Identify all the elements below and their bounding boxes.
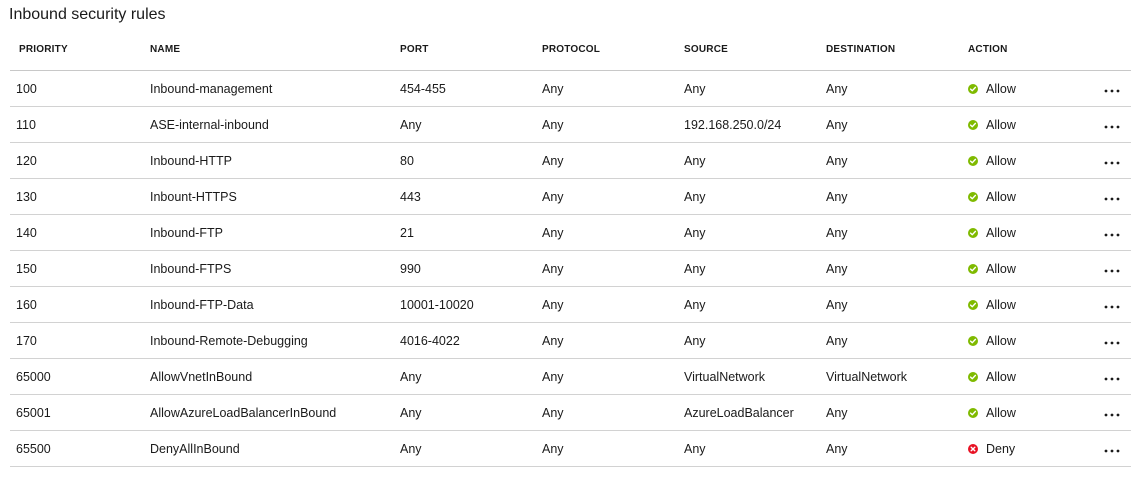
table-header-row bbox=[10, 36, 1131, 71]
table-row-170[interactable] bbox=[10, 323, 1131, 359]
cell-action bbox=[968, 179, 1016, 216]
cell-destination: Any bbox=[826, 262, 848, 276]
action-status bbox=[968, 431, 1015, 467]
check-circle-icon bbox=[968, 300, 978, 310]
cell-action bbox=[968, 287, 1016, 324]
action-status bbox=[968, 143, 1016, 179]
action-status bbox=[968, 251, 1016, 287]
cell-protocol: Any bbox=[542, 82, 564, 96]
cell-port: Any bbox=[400, 442, 422, 456]
cell-name: Inbound-management bbox=[150, 82, 273, 96]
cell-name: Inbound-FTP-Data bbox=[150, 298, 254, 312]
cell-priority: 110 bbox=[16, 118, 36, 132]
table-row-110[interactable] bbox=[10, 107, 1131, 143]
cell-protocol: Any bbox=[542, 154, 564, 168]
more-options-icon[interactable] bbox=[1102, 408, 1122, 422]
cell-source: Any bbox=[684, 262, 706, 276]
cell-protocol: Any bbox=[542, 406, 564, 420]
check-circle-icon bbox=[968, 120, 978, 130]
cell-priority: 140 bbox=[16, 226, 37, 240]
security-rules-table bbox=[10, 36, 1131, 467]
more-options-icon[interactable] bbox=[1102, 228, 1122, 242]
table-row-65500[interactable] bbox=[10, 431, 1131, 467]
table-row-160[interactable] bbox=[10, 287, 1131, 323]
column-header-priority[interactable]: PRIORITY bbox=[19, 44, 68, 55]
cell-priority: 65001 bbox=[16, 406, 51, 420]
cell-name: AllowVnetInBound bbox=[150, 370, 253, 384]
cell-name: AllowAzureLoadBalancerInBound bbox=[150, 406, 337, 420]
action-label: Allow bbox=[986, 226, 1016, 240]
cell-name: Inbound-HTTP bbox=[150, 154, 232, 168]
cell-destination: Any bbox=[826, 442, 848, 456]
check-circle-icon bbox=[968, 192, 978, 202]
table-row-130[interactable] bbox=[10, 179, 1131, 215]
more-options-icon[interactable] bbox=[1102, 300, 1122, 314]
cell-name: Inbound-FTPS bbox=[150, 262, 232, 276]
action-status bbox=[968, 215, 1016, 251]
check-circle-icon bbox=[968, 84, 978, 94]
cell-priority: 120 bbox=[16, 154, 37, 168]
more-options-icon[interactable] bbox=[1102, 156, 1122, 170]
x-circle-icon bbox=[968, 444, 978, 454]
cell-action bbox=[968, 143, 1016, 180]
cell-action bbox=[968, 323, 1016, 360]
cell-port: 80 bbox=[400, 154, 414, 168]
action-label: Allow bbox=[986, 298, 1016, 312]
cell-protocol: Any bbox=[542, 442, 564, 456]
cell-action bbox=[968, 251, 1016, 288]
column-header-name[interactable]: NAME bbox=[150, 44, 181, 55]
cell-port: 443 bbox=[400, 190, 421, 204]
column-header-source[interactable]: SOURCE bbox=[684, 44, 728, 55]
cell-source: VirtualNetwork bbox=[684, 370, 766, 384]
check-circle-icon bbox=[968, 408, 978, 418]
check-circle-icon bbox=[968, 264, 978, 274]
more-options-icon[interactable] bbox=[1102, 336, 1122, 350]
cell-destination: Any bbox=[826, 406, 848, 420]
action-status bbox=[968, 107, 1016, 143]
cell-priority: 65500 bbox=[16, 442, 51, 456]
action-status bbox=[968, 359, 1016, 395]
cell-source: Any bbox=[684, 298, 706, 312]
action-label: Allow bbox=[986, 82, 1016, 96]
check-circle-icon bbox=[968, 336, 978, 346]
cell-port: Any bbox=[400, 118, 422, 132]
cell-source: AzureLoadBalancer bbox=[684, 406, 794, 420]
cell-protocol: Any bbox=[542, 226, 564, 240]
cell-priority: 150 bbox=[16, 262, 37, 276]
action-status bbox=[968, 395, 1016, 431]
cell-destination: Any bbox=[826, 154, 848, 168]
cell-source: Any bbox=[684, 190, 706, 204]
table-row-140[interactable] bbox=[10, 215, 1131, 251]
column-header-protocol[interactable]: PROTOCOL bbox=[542, 44, 601, 55]
column-header-port[interactable]: PORT bbox=[400, 44, 429, 55]
more-options-icon[interactable] bbox=[1102, 120, 1122, 134]
cell-name: Inbound-Remote-Debugging bbox=[150, 334, 308, 348]
action-label: Allow bbox=[986, 334, 1016, 348]
column-header-destination[interactable]: DESTINATION bbox=[826, 44, 896, 55]
action-label: Deny bbox=[986, 442, 1016, 456]
cell-action bbox=[968, 71, 1016, 108]
cell-port: Any bbox=[400, 370, 422, 384]
cell-port: 4016-4022 bbox=[400, 334, 460, 348]
cell-source: Any bbox=[684, 226, 706, 240]
cell-port: 454-455 bbox=[400, 82, 446, 96]
check-circle-icon bbox=[968, 372, 978, 382]
cell-port: 21 bbox=[400, 226, 414, 240]
action-label: Allow bbox=[986, 154, 1016, 168]
cell-name: Inbount-HTTPS bbox=[150, 190, 237, 204]
action-status bbox=[968, 71, 1016, 107]
cell-protocol: Any bbox=[542, 298, 564, 312]
table-body bbox=[10, 71, 1131, 467]
action-status bbox=[968, 179, 1016, 215]
action-label: Allow bbox=[986, 118, 1016, 132]
cell-action bbox=[968, 215, 1016, 252]
cell-action bbox=[968, 395, 1016, 432]
cell-destination: Any bbox=[826, 82, 848, 96]
cell-priority: 170 bbox=[16, 334, 37, 348]
cell-priority: 65000 bbox=[16, 370, 51, 384]
table-row-65000[interactable] bbox=[10, 359, 1131, 395]
table-row-120[interactable] bbox=[10, 143, 1131, 179]
check-circle-icon bbox=[968, 228, 978, 238]
cell-protocol: Any bbox=[542, 190, 564, 204]
check-circle-icon bbox=[968, 156, 978, 166]
cell-name: DenyAllInBound bbox=[150, 442, 240, 456]
action-label: Allow bbox=[986, 370, 1016, 384]
cell-priority: 130 bbox=[16, 190, 37, 204]
action-label: Allow bbox=[986, 406, 1016, 420]
cell-port: Any bbox=[400, 406, 422, 420]
more-options-icon[interactable] bbox=[1102, 264, 1122, 278]
cell-port: 990 bbox=[400, 262, 421, 276]
cell-priority: 160 bbox=[16, 298, 37, 312]
cell-source: 192.168.250.0/24 bbox=[684, 118, 782, 132]
cell-destination: Any bbox=[826, 226, 848, 240]
more-options-icon[interactable] bbox=[1102, 444, 1122, 458]
more-options-icon[interactable] bbox=[1102, 372, 1122, 386]
cell-protocol: Any bbox=[542, 370, 564, 384]
cell-destination: VirtualNetwork bbox=[826, 370, 908, 384]
action-status bbox=[968, 323, 1016, 359]
cell-action bbox=[968, 431, 1015, 468]
cell-protocol: Any bbox=[542, 262, 564, 276]
cell-source: Any bbox=[684, 334, 706, 348]
action-label: Allow bbox=[986, 190, 1016, 204]
cell-source: Any bbox=[684, 442, 706, 456]
table-row-100[interactable] bbox=[10, 71, 1131, 107]
cell-destination: Any bbox=[826, 190, 848, 204]
cell-protocol: Any bbox=[542, 118, 564, 132]
column-header-action[interactable]: ACTION bbox=[968, 44, 1008, 55]
cell-action bbox=[968, 359, 1016, 396]
cell-port: 10001-10020 bbox=[400, 298, 474, 312]
cell-name: ASE-internal-inbound bbox=[150, 118, 269, 132]
cell-destination: Any bbox=[826, 334, 848, 348]
more-options-icon[interactable] bbox=[1102, 192, 1122, 206]
cell-source: Any bbox=[684, 82, 706, 96]
action-status bbox=[968, 287, 1016, 323]
cell-protocol: Any bbox=[542, 334, 564, 348]
action-label: Allow bbox=[986, 262, 1016, 276]
cell-source: Any bbox=[684, 154, 706, 168]
more-options-icon[interactable] bbox=[1102, 84, 1122, 98]
table-row-65001[interactable] bbox=[10, 395, 1131, 431]
cell-priority: 100 bbox=[16, 82, 37, 96]
table-row-150[interactable] bbox=[10, 251, 1131, 287]
cell-action bbox=[968, 107, 1016, 144]
cell-name: Inbound-FTP bbox=[150, 226, 223, 240]
cell-destination: Any bbox=[826, 298, 848, 312]
cell-destination: Any bbox=[826, 118, 848, 132]
page-title: Inbound security rules bbox=[9, 6, 166, 23]
